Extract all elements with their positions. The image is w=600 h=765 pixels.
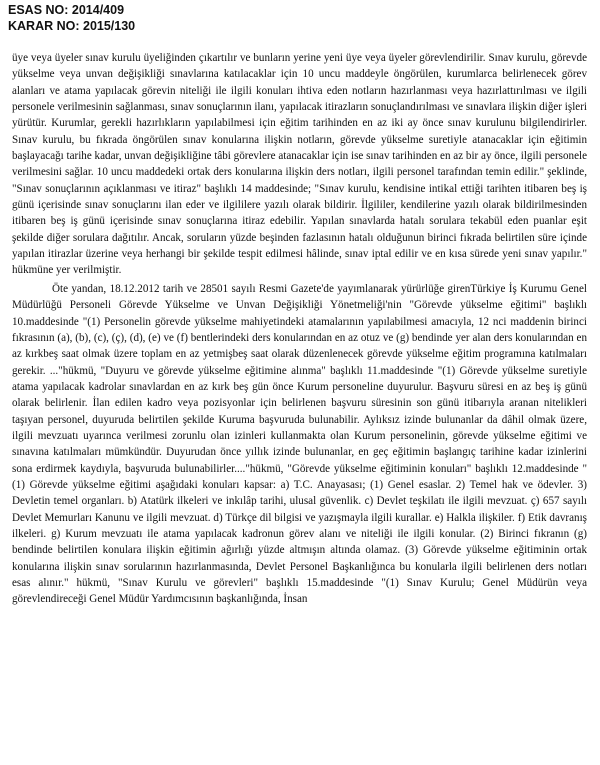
- paragraph: Öte yandan, 18.12.2012 tarih ve 28501 sayılı Resmi Gazete'de yayımlanarak yürürlüğe girenTürkiye İş Kurumu Genel Müdürlüğü Personeli Görevde Yükselme ve Unvan Değişikliği Yönetmeliği'nin "Görevde yükselme eğitimi" başlıklı 10.maddesinde "(1) Personelin görevde yükselme mahiyetindeki atamalarının yapılabilmesi amacıyla, 12 nci maddenin birinci fıkrasının (a), (b), (c), (ç), (d), (e) ve (f) bentlerindeki ders konularından en az otuz ve (g) bendinde yer alan ders konularından en az kırkbeş saat olmak üzere toplam en az yetmişbeş saat olarak düzenlenecek görevde yükselme eğitim programına katılmaları gerekir. ..."hükmü, "Duyuru ve görevde yükselme eğitimine alınma" başlıklı 11.maddesinde "(1) Görevde yükselme suretiyle atama yapılacak kadrolar sınavlardan en az kırk beş gün önce Kurum personeline duyurulur. Başvuru süresi en az beş iş günü olarak belirlenir. İlan edilen kadro veya pozisyonlar için belirlenen başvuru süresinin son günü itibarıyla aranan nitelikleri taşıyan personel, duyuruda belirtilen şekilde Kuruma başvuruda bulunabilir. Aylıksız izinde bulunanlar da dâhil olmak üzere, ilgili mevzuatı uyarınca verilmesi zorunlu olan izinleri kullanmakta olan Kurum personelinin, görevde yükselme eğitimi ve sınavına katılmaları mümkündür. Duyurudan önce yıllık izinde bulunanlar, en geç eğitimin başlangıç tarihine kadar izinlerini sona erdirmek kaydıyla, başvuruda bulunabilirler...."hükmü, "Görevde yükselme eğitiminin konuları" başlıklı 12.maddesinde "(1) Görevde yükselme eğitimi aşağıdaki konuları kapsar: a) T.C. Anayasası; (1) Genel esaslar. 2) Temel hak ve ödevler. 3) Devletin temel organları. b) Atatürk ilkeleri ve inkılâp tarihi, ulusal güvenlik. c) Devlet teşkilatı ile ilgili mevzuat. ç) 657 sayılı Devlet Memurları Kanunu ve ilgili mevzuat. d) Türkçe dil bilgisi ve yazışmayla ilgili kurallar. e) Halkla ilişkiler. f) Etik davranış ilkeleri. g) Kurum mevzuatı ile atama yapılacak kadronun görev alanı ve niteliği ile ilgili konular. (2) Birinci fıkranın (g) bendinde belirtilen konulara ilişkin eğitimin ağırlığı yüzde altmışın altında olamaz. (3) Görevde yükselme eğitiminin ortak konularına ilişkin sınav sorularının hazırlanmasında, Devlet Personel Başkanlığınca bu konularla ilgili belirlenen ders notları esas alınır." hükmü, "Sınav Kurulu ve görevleri" başlıklı 15.maddesinde "(1) Sınav Kurulu; Genel Müdürün veya görevlendireceği Genel Müdür Yardımcısının başkanlığında, İnsan: [12, 282, 587, 606]
- paragraph: üye veya üyeler sınav kurulu üyeliğinden çıkartılır ve bunların yerine yeni üye veya üyeler görevlendirilir. Sınav kurulu, görevde yükselme veya unvan değişikliği sınavlarına katılacaklar için 10 uncu maddeyle öngörülen, kurumlarca belirlenecek görev alanları ve atama yapılacak görevin niteliği ile ilgili konuları ihtiva eden notların hazırlanması veya hazırlattırılması ve ilgili personele verilmesinin sağlanması, sınav sonuçlarının ilanı, yapılacak itirazların sonuçlandırılması ve sınavlara ilişkin diğer işleri yürütür. Kurumlar, gerekli hazırlıkların yapılabilmesi için eğitim tarihinden en az iki ay önce sınav kurulunu bilgilendirirler. Sınav kurulu, bu fıkrada öngörülen sınav konularına ilişkin notların, görevde yükselme suretiyle atanacaklar için eğitimin başlayacağı tarihe kadar, unvan değişikliğine tâbi görevlere atanacaklar için ise sınav tarihinden en az bir ay önce, ilgili personele verilmesini sağlar. 10 uncu maddedeki ortak ders konularına ilişkin ders notları, ilgili personel tarafından temin edilir." şeklinde, "Sınav sonuçlarının açıklanması ve itiraz" başlıklı 14 maddesinde; "Sınav kurulu, kendisine intikal ettiği tarihten itibaren beş iş günü içerisinde sınav sonuçlarını ilan eder ve ilgililere yazılı olarak bildirir. İlgililer, kendilerine yazılı olarak bildirilmesinden itibaren beş iş günü içerisinde sınav sonuçlarına itiraz edebilir. Yapılan sınavlarda hatalı sorulara tekabül eden puanlar eşit şekilde diğer sorulara dağıtılır. Ancak, soruların yüzde beşinden fazlasının hatalı olduğunun birinci fıkrada belirtilen süre içinde yapılan itirazlar üzerine veya herhangi bir şekilde tespit edilmesi hâlinde, sınav iptal edilir ve en kısa sürede yeni sınav yapılır." hükmüne yer verilmiştir.: [12, 52, 587, 277]
- document-body: [12, 50, 587, 608]
- case-header: [8, 2, 135, 34]
- esas-no: ESAS NO: 2014/409: [8, 3, 125, 17]
- karar-no: KARAR NO: 2015/130: [8, 19, 136, 33]
